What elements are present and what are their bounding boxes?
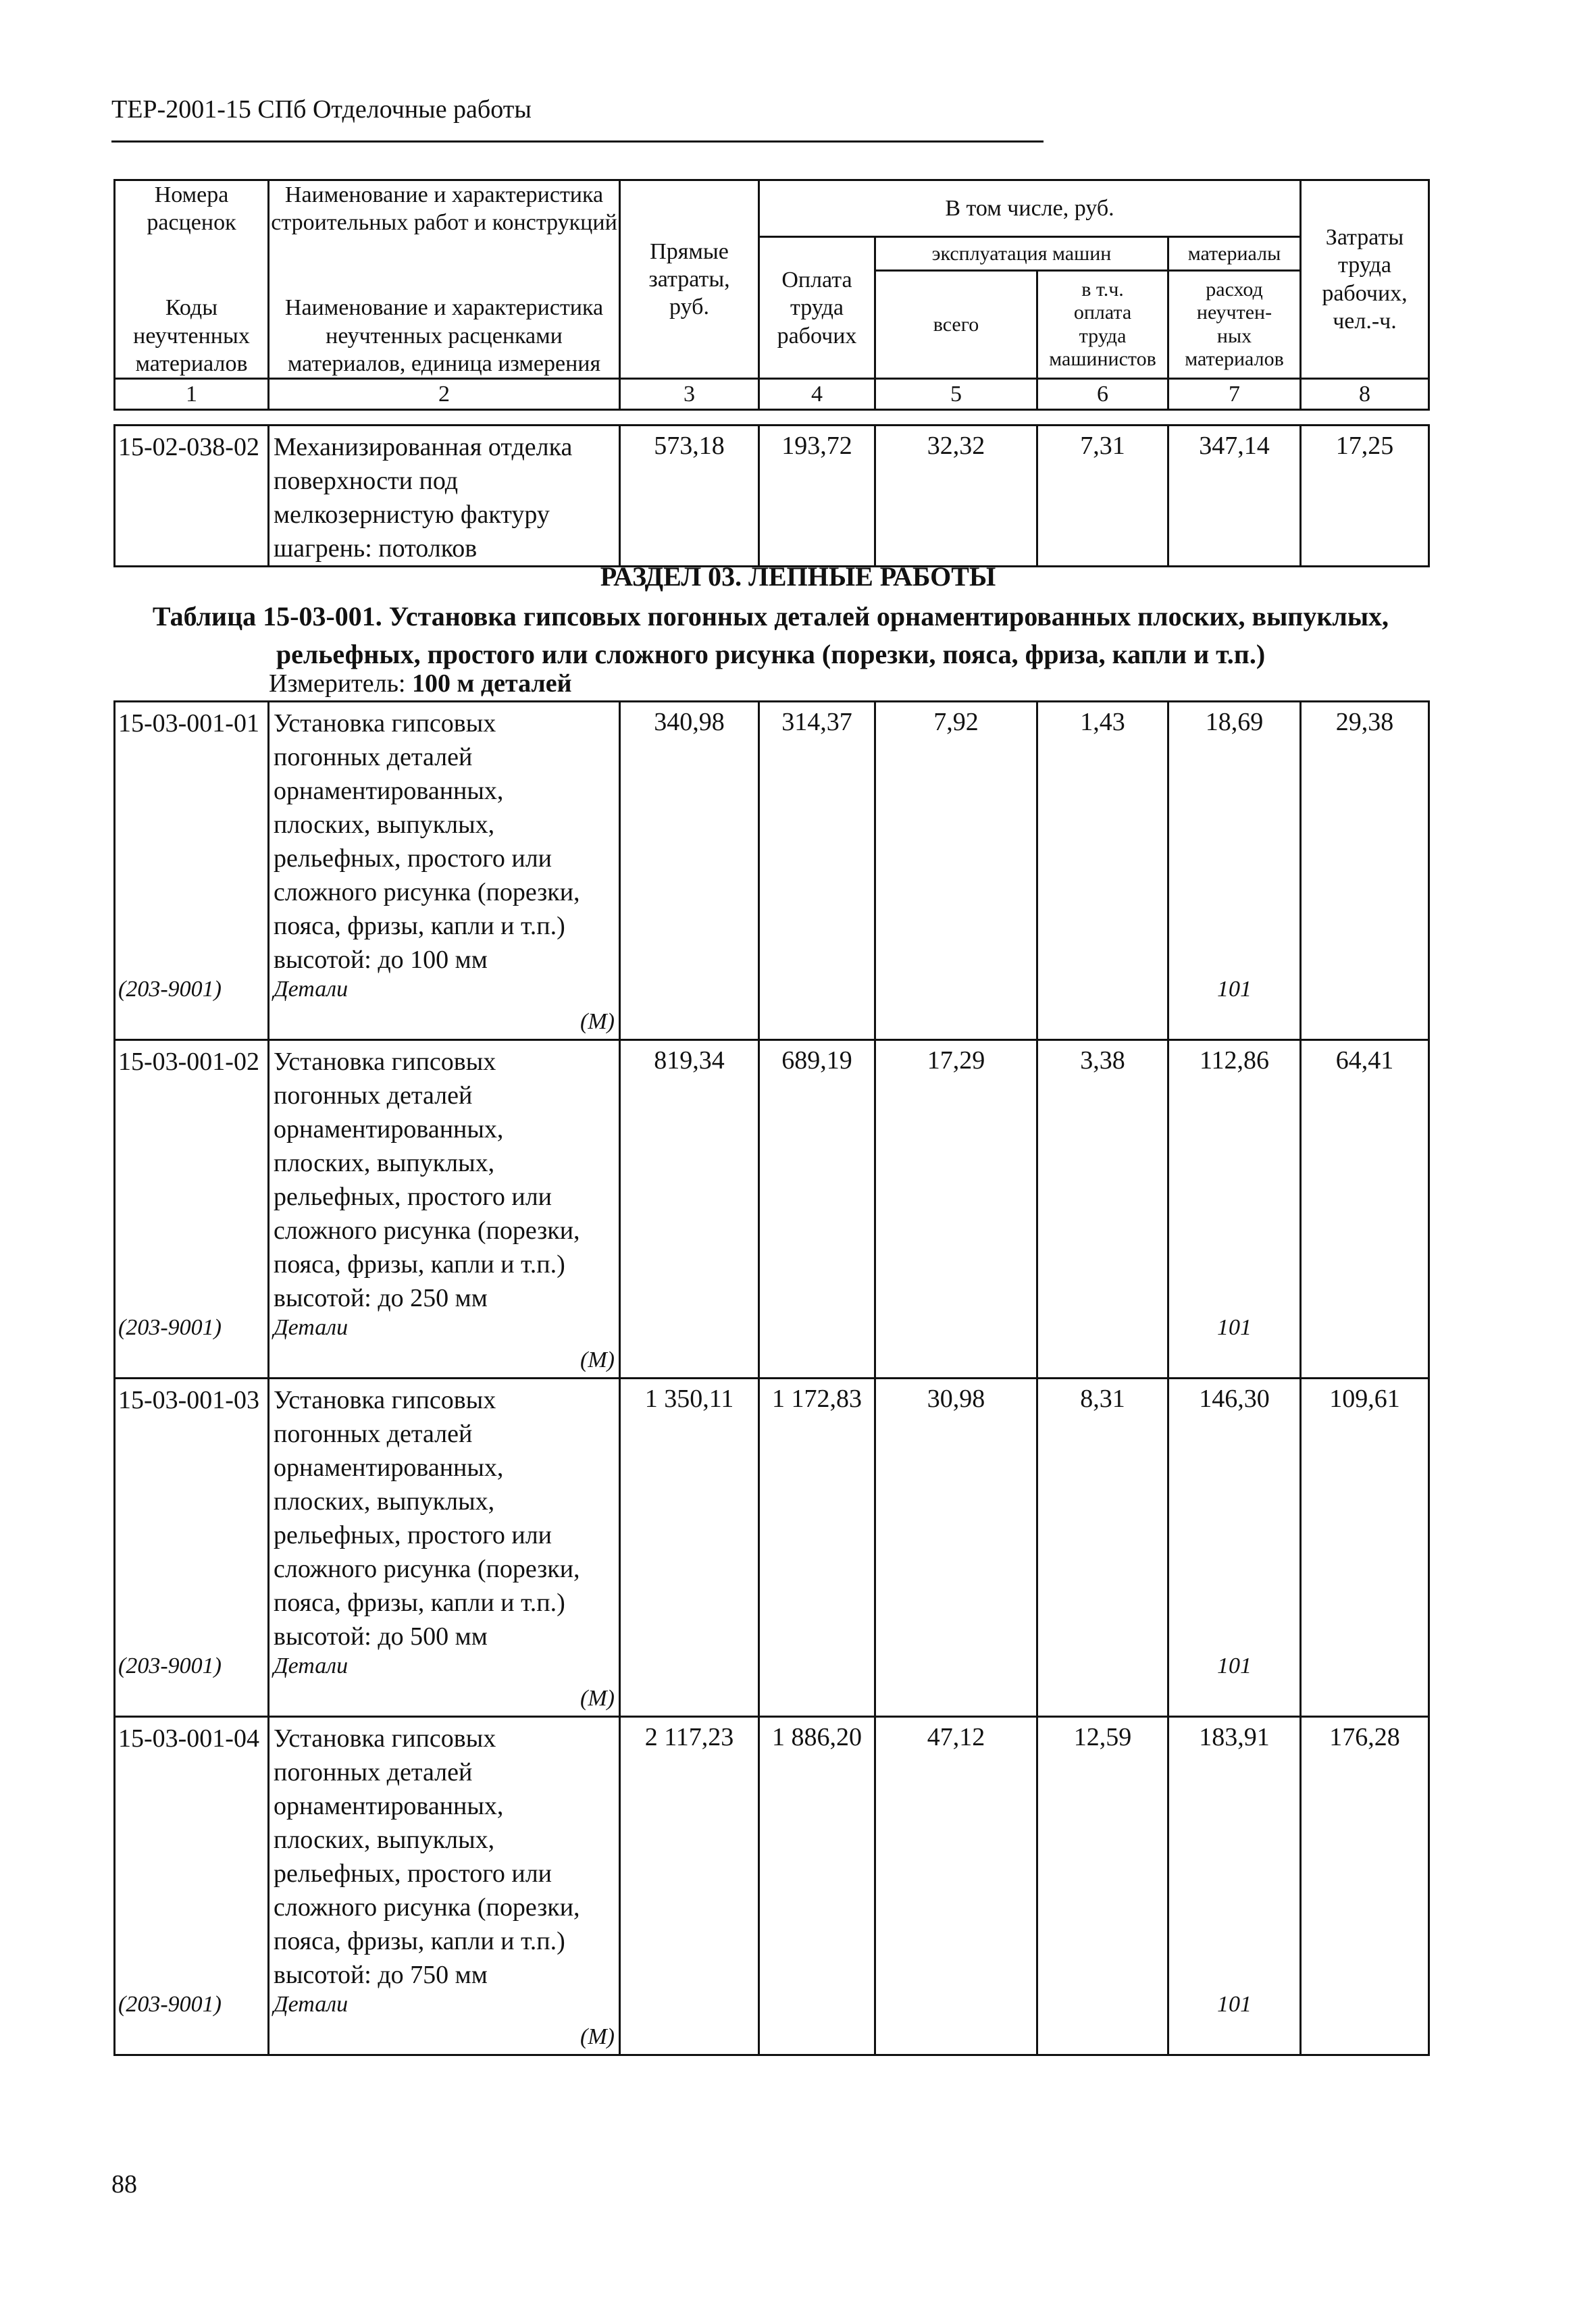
material-name: Детали — [274, 1315, 349, 1340]
header-machines: эксплуатация машин — [875, 237, 1168, 271]
description-line: Установка гипсовых — [274, 1386, 496, 1414]
labor-pay — [759, 1717, 875, 2055]
description-line: высотой: до 100 мм — [274, 946, 488, 974]
column-header-table — [113, 179, 1430, 411]
labor-hours-value: 176,28 — [1329, 1723, 1400, 1751]
material-consumption: 101 — [1217, 1315, 1252, 1340]
description-line: рельефных, простого или — [274, 1183, 552, 1211]
machines-total-value: 47,12 — [927, 1723, 985, 1751]
machinists-pay-value: 12,59 — [1073, 1723, 1132, 1751]
page-header: ТЕР-2001-15 СПб Отделочные работы — [111, 95, 532, 124]
labor-hours-value: 109,61 — [1329, 1385, 1400, 1413]
description-line: пояса, фризы, капли и т.п.) — [274, 912, 565, 940]
machinists-pay-value: 3,38 — [1080, 1046, 1125, 1075]
materials-cost — [1168, 702, 1301, 1040]
rate-code: 15-03-001-02 — [118, 1048, 259, 1076]
header-col2-top: Наименование и характеристика строительных работ и конструкций — [269, 180, 620, 237]
machines-total: 32,32 — [875, 426, 1037, 567]
material-code: (203-9001) — [118, 977, 222, 1002]
rate-code: 15-02-038-02 — [115, 426, 269, 567]
rate-row — [115, 1717, 1429, 2055]
machinists-pay — [1037, 1040, 1168, 1379]
direct-cost: 573,18 — [620, 426, 759, 567]
header-col6: в т.ч. оплата труда машинистов — [1037, 271, 1168, 379]
description-line: сложного рисунка (порезки, — [274, 1555, 580, 1583]
page-number: 88 — [111, 2170, 137, 2199]
description-line: рельефных, простого или — [274, 1521, 552, 1549]
materials-cost-value: 146,30 — [1199, 1385, 1270, 1413]
material-name: Детали — [274, 977, 349, 1002]
labor-hours — [1301, 1040, 1429, 1379]
rate-code-cell — [115, 1379, 269, 1717]
labor-hours-value: 29,38 — [1335, 708, 1394, 736]
description-line: орнаментированных, — [274, 777, 504, 805]
labor-hours: 17,25 — [1301, 426, 1429, 567]
description-line: Установка гипсовых — [274, 1724, 496, 1753]
rate-description — [269, 1040, 620, 1379]
description-line: орнаментированных, — [274, 1792, 504, 1820]
header-col8: Затраты труда рабочих, чел.-ч. — [1301, 180, 1429, 379]
header-col1-top: Номера расценок — [115, 180, 269, 237]
labor-hours — [1301, 1379, 1429, 1717]
labor-pay-value: 689,19 — [781, 1046, 852, 1075]
material-name: Детали — [274, 1992, 349, 2017]
labor-hours — [1301, 1717, 1429, 2055]
material-code: (203-9001) — [118, 1315, 222, 1340]
header-col1-bottom: Коды неучтенных материалов — [115, 237, 269, 379]
header-num-4: 4 — [759, 379, 875, 410]
materials-cost — [1168, 1040, 1301, 1379]
description-line: орнаментированных, — [274, 1115, 504, 1143]
material-name: Детали — [274, 1653, 349, 1678]
rate-description — [269, 702, 620, 1040]
description-line: плоских, выпуклых, — [274, 1826, 495, 1854]
description-line: Установка гипсовых — [274, 1048, 496, 1076]
description-line: рельефных, простого или — [274, 1859, 552, 1888]
direct-cost — [620, 1040, 759, 1379]
header-num-3: 3 — [620, 379, 759, 410]
machines-total-value: 7,92 — [933, 708, 979, 736]
material-code: (203-9001) — [118, 1653, 222, 1678]
machines-total — [875, 1379, 1037, 1717]
direct-cost-value: 2 117,23 — [644, 1723, 734, 1751]
rate-description — [269, 1379, 620, 1717]
description-line: высотой: до 750 мм — [274, 1961, 488, 1989]
materials-cost-value: 183,91 — [1199, 1723, 1270, 1751]
description-line: сложного рисунка (порезки, — [274, 1216, 580, 1245]
description-line: высотой: до 250 мм — [274, 1284, 488, 1312]
description-line: Установка гипсовых — [274, 709, 496, 738]
materials-cost — [1168, 1379, 1301, 1717]
machinists-pay — [1037, 702, 1168, 1040]
header-rule — [111, 140, 1044, 143]
description-line: плоских, выпуклых, — [274, 1149, 495, 1177]
direct-cost — [620, 702, 759, 1040]
direct-cost-value: 1 350,11 — [644, 1385, 734, 1413]
unit-mark: (М) — [580, 1009, 615, 1034]
description-line: погонных деталей — [274, 1081, 473, 1110]
machinists-pay-value: 1,43 — [1080, 708, 1125, 736]
rate-description: Механизированная отделка поверхности под мелкозернистую фактуру шагрень: потолков — [269, 426, 620, 567]
rate-description — [269, 1717, 620, 2055]
header-materials: материалы — [1168, 237, 1301, 271]
rate-code-cell — [115, 1040, 269, 1379]
material-consumption: 101 — [1217, 977, 1252, 1002]
machinists-pay — [1037, 1379, 1168, 1717]
machines-total — [875, 1717, 1037, 2055]
header-num-5: 5 — [875, 379, 1037, 410]
description-line: погонных деталей — [274, 1758, 473, 1786]
rates-table — [113, 700, 1430, 2056]
prev-rate-table — [113, 424, 1430, 567]
material-consumption: 101 — [1217, 1653, 1252, 1678]
materials-cost-value: 112,86 — [1199, 1046, 1270, 1075]
unit-label-text: Измеритель: — [269, 669, 406, 698]
rate-code-cell — [115, 1717, 269, 2055]
header-num-6: 6 — [1037, 379, 1168, 410]
header-col3: Прямые затраты, руб. — [620, 180, 759, 379]
machinists-pay-value: 8,31 — [1080, 1385, 1125, 1413]
direct-cost — [620, 1717, 759, 2055]
rate-code: 15-03-001-04 — [118, 1724, 259, 1753]
description-line: пояса, фризы, капли и т.п.) — [274, 1589, 565, 1617]
labor-pay-value: 1 886,20 — [772, 1723, 862, 1751]
machines-total-value: 30,98 — [927, 1385, 985, 1413]
labor-hours-value: 64,41 — [1335, 1046, 1394, 1075]
machinists-pay: 7,31 — [1037, 426, 1168, 567]
labor-pay — [759, 1040, 875, 1379]
rate-code: 15-03-001-01 — [118, 709, 259, 738]
labor-hours — [1301, 702, 1429, 1040]
unit-label — [269, 669, 572, 698]
machinists-pay — [1037, 1717, 1168, 2055]
header-num-2: 2 — [269, 379, 620, 410]
machines-total — [875, 1040, 1037, 1379]
machines-total — [875, 702, 1037, 1040]
header-group: В том числе, руб. — [759, 180, 1301, 237]
header-num-1: 1 — [115, 379, 269, 410]
description-line: сложного рисунка (порезки, — [274, 1893, 580, 1922]
description-line: пояса, фризы, капли и т.п.) — [274, 1927, 565, 1955]
description-line: рельефных, простого или — [274, 844, 552, 873]
description-line: высотой: до 500 мм — [274, 1622, 488, 1651]
header-col4: Оплата труда рабочих — [759, 237, 875, 379]
materials-cost: 347,14 — [1168, 426, 1301, 567]
description-line: сложного рисунка (порезки, — [274, 878, 580, 906]
description-line: плоских, выпуклых, — [274, 1487, 495, 1516]
description-line: плоских, выпуклых, — [274, 811, 495, 839]
direct-cost-value: 340,98 — [654, 708, 725, 736]
material-code: (203-9001) — [118, 1992, 222, 2017]
machines-total-value: 17,29 — [927, 1046, 985, 1075]
rate-code-cell — [115, 702, 269, 1040]
direct-cost-value: 819,34 — [654, 1046, 725, 1075]
materials-cost — [1168, 1717, 1301, 2055]
unit-mark: (М) — [580, 2024, 615, 2049]
header-col2-bottom: Наименование и характеристика неучтенных расценками материалов, единица измерения — [269, 237, 620, 379]
header-num-7: 7 — [1168, 379, 1301, 410]
rate-code: 15-03-001-03 — [118, 1386, 259, 1414]
materials-cost-value: 18,69 — [1205, 708, 1264, 736]
labor-pay: 193,72 — [759, 426, 875, 567]
unit-mark: (М) — [580, 1347, 615, 1372]
labor-pay — [759, 702, 875, 1040]
direct-cost — [620, 1379, 759, 1717]
material-consumption: 101 — [1217, 1992, 1252, 2017]
description-line: погонных деталей — [274, 743, 473, 771]
description-line: орнаментированных, — [274, 1454, 504, 1482]
header-num-8: 8 — [1301, 379, 1429, 410]
labor-pay-value: 1 172,83 — [772, 1385, 862, 1413]
labor-pay-value: 314,37 — [781, 708, 852, 736]
header-col5: всего — [875, 271, 1037, 379]
rate-row — [115, 1379, 1429, 1717]
labor-pay — [759, 1379, 875, 1717]
header-col7: расход неучтен- ных материалов — [1168, 271, 1301, 379]
unit-mark: (М) — [580, 1686, 615, 1711]
rate-row — [115, 702, 1429, 1040]
section-title: РАЗДЕЛ 03. ЛЕПНЫЕ РАБОТЫ — [600, 561, 996, 592]
table-caption: Таблица 15-03-001. Установка гипсовых погонных деталей орнаментированных плоских, выпуклых, рельефных, простого или сложного рисунка (порезки, пояса, фриза, капли и т.п.) — [152, 601, 1389, 669]
rate-row — [115, 1040, 1429, 1379]
description-line: пояса, фризы, капли и т.п.) — [274, 1250, 565, 1279]
unit-value: 100 м деталей — [412, 669, 572, 698]
description-line: погонных деталей — [274, 1420, 473, 1448]
